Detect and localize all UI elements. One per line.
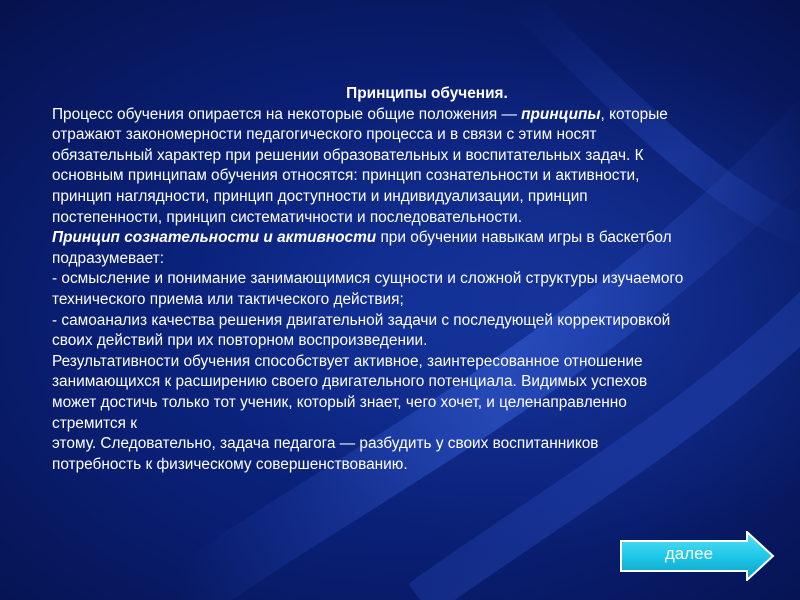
emphasized-term: Принцип сознательности и активности: [52, 229, 377, 247]
text-line: принцип наглядности, принцип доступности и индивидуализации, принцип: [52, 187, 588, 205]
text-line: отражают закономерности педагогического процесса и в связи с этим носят: [52, 126, 597, 144]
text-span: при обучении навыкам игры в баскетбол: [376, 229, 672, 247]
text-line: обязательный характер при решении образовательных и воспитательных задач. К: [52, 146, 644, 164]
text-line: потребность к физическому совершенствованию.: [52, 455, 408, 473]
text-line: основным принципам обучения относятся: принцип сознательности и активности,: [52, 167, 640, 185]
slide-content: [52, 84, 792, 475]
text-line: постепенности, принцип систематичности и последовательности.: [52, 208, 522, 226]
emphasized-term: принципы: [521, 105, 601, 123]
next-button[interactable]: [619, 531, 775, 581]
text-line: технического приема или тактического действия;: [52, 290, 404, 308]
text-line: Результативности обучения способствует активное, заинтересованное отношение: [52, 352, 643, 370]
text-line: своих действий при их повторном воспроизведении.: [52, 332, 428, 350]
text-line: [52, 228, 792, 249]
text-line: стремится к: [52, 414, 137, 432]
text-line: подразумевает:: [52, 249, 164, 267]
text-span: , которые: [600, 105, 668, 123]
text-line: этому. Следовательно, задача педагога — разбудить у своих воспитанников: [52, 435, 599, 453]
next-button-label: далее: [664, 544, 714, 563]
text-line: может достичь только тот ученик, который знает, чего хочет, и целенаправленно: [52, 393, 627, 411]
text-line: [52, 105, 792, 126]
text-line: занимающихся к расширению своего двигательного потенциала. Видимых успехов: [52, 373, 648, 391]
text-line: - самоанализ качества решения двигательной задачи с последующей корректировкой: [52, 311, 671, 329]
slide-title: Принципы обучения.: [346, 85, 508, 102]
text-line: - осмысление и понимание занимающимися сущности и сложной структуры изучаемого: [52, 270, 684, 288]
text-span: Процесс обучения опирается на некоторые общие положения —: [52, 105, 522, 123]
